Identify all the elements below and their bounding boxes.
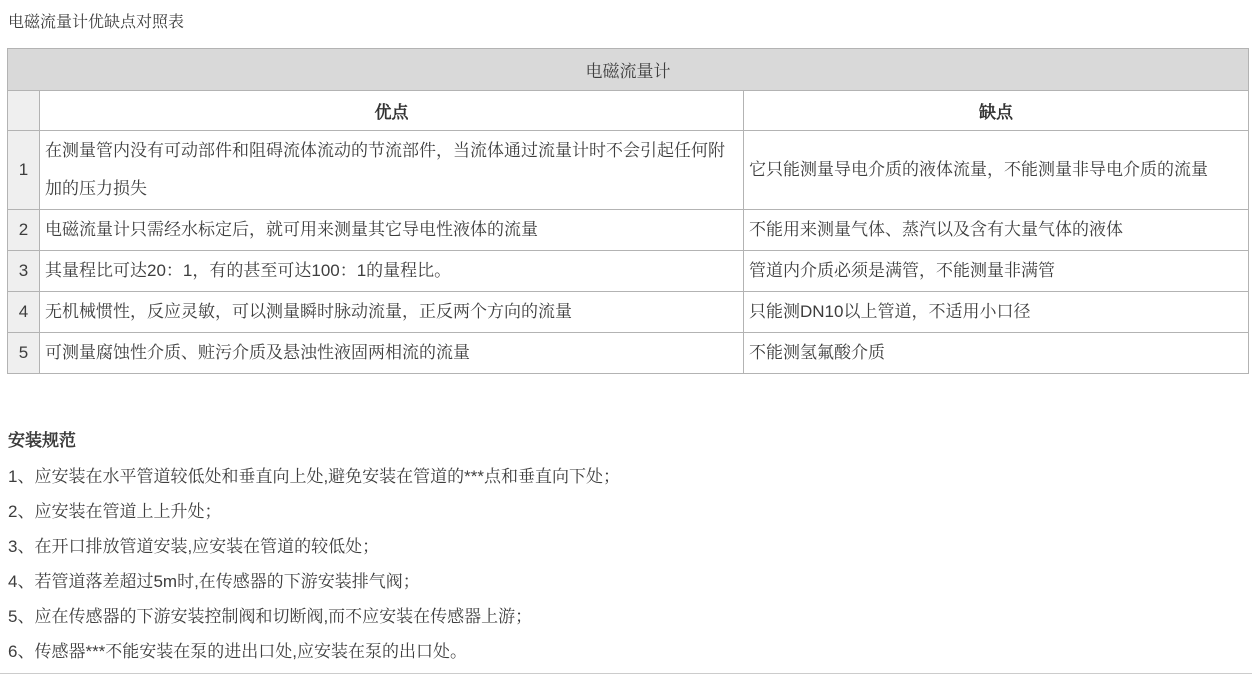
con-cell: 不能用来测量气体、蒸汽以及含有大量气体的液体: [744, 210, 1249, 251]
row-number: 1: [8, 131, 40, 210]
pro-cell: 无机械惯性，反应灵敏，可以测量瞬时脉动流量，正反两个方向的流量: [40, 292, 744, 333]
table-header-row: [8, 91, 1249, 131]
table-row: [8, 333, 1249, 374]
pro-cell: 电磁流量计只需经水标定后，就可用来测量其它导电性液体的流量: [40, 210, 744, 251]
table-row: [8, 210, 1249, 251]
corner-cell: [8, 91, 40, 131]
list-item: 6、传感器***不能安装在泵的进出口处,应安装在泵的出口处。: [8, 642, 468, 661]
list-item: 3、在开口排放管道安装,应安装在管道的较低处；: [8, 537, 380, 556]
table-banner-row: [8, 49, 1249, 91]
table-row: [8, 292, 1249, 333]
table-row: [8, 131, 1249, 210]
row-number: 2: [8, 210, 40, 251]
pro-cell: 其量程比可达20：1，有的甚至可达100：1的量程比。: [40, 251, 744, 292]
con-cell: 管道内介质必须是满管，不能测量非满管: [744, 251, 1249, 292]
table-banner: 电磁流量计: [8, 49, 1249, 91]
row-number: 4: [8, 292, 40, 333]
comparison-table: [7, 48, 1249, 374]
table-row: [8, 251, 1249, 292]
con-cell: 它只能测量导电介质的液体流量，不能测量非导电介质的流量: [744, 131, 1249, 210]
list-item: 4、若管道落差超过5m时,在传感器的下游安装排气阀；: [8, 572, 420, 591]
page-title: 电磁流量计优缺点对照表: [8, 14, 185, 31]
install-spec-list: [8, 459, 1252, 669]
column-header-pros: 优点: [40, 91, 744, 131]
con-cell: 不能测氢氟酸介质: [744, 333, 1249, 374]
list-item: 2、应安装在管道上上升处；: [8, 502, 222, 521]
install-spec-heading: 安装规范: [8, 431, 76, 450]
column-header-cons: 缺点: [744, 91, 1249, 131]
con-cell: 只能测DN10以上管道，不适用小口径: [744, 292, 1249, 333]
list-item: 1、应安装在水平管道较低处和垂直向上处,避免安装在管道的***点和垂直向下处；: [8, 467, 621, 486]
pro-cell: 可测量腐蚀性介质、赃污介质及悬浊性液固两相流的流量: [40, 333, 744, 374]
list-item: 5、应在传感器的下游安装控制阀和切断阀,而不应安装在传感器上游；: [8, 607, 533, 626]
row-number: 3: [8, 251, 40, 292]
pro-cell: 在测量管内没有可动部件和阻碍流体流动的节流部件，当流体通过流量计时不会引起任何附加的压力损失: [40, 131, 744, 210]
row-number: 5: [8, 333, 40, 374]
bottom-divider: [0, 673, 1252, 674]
